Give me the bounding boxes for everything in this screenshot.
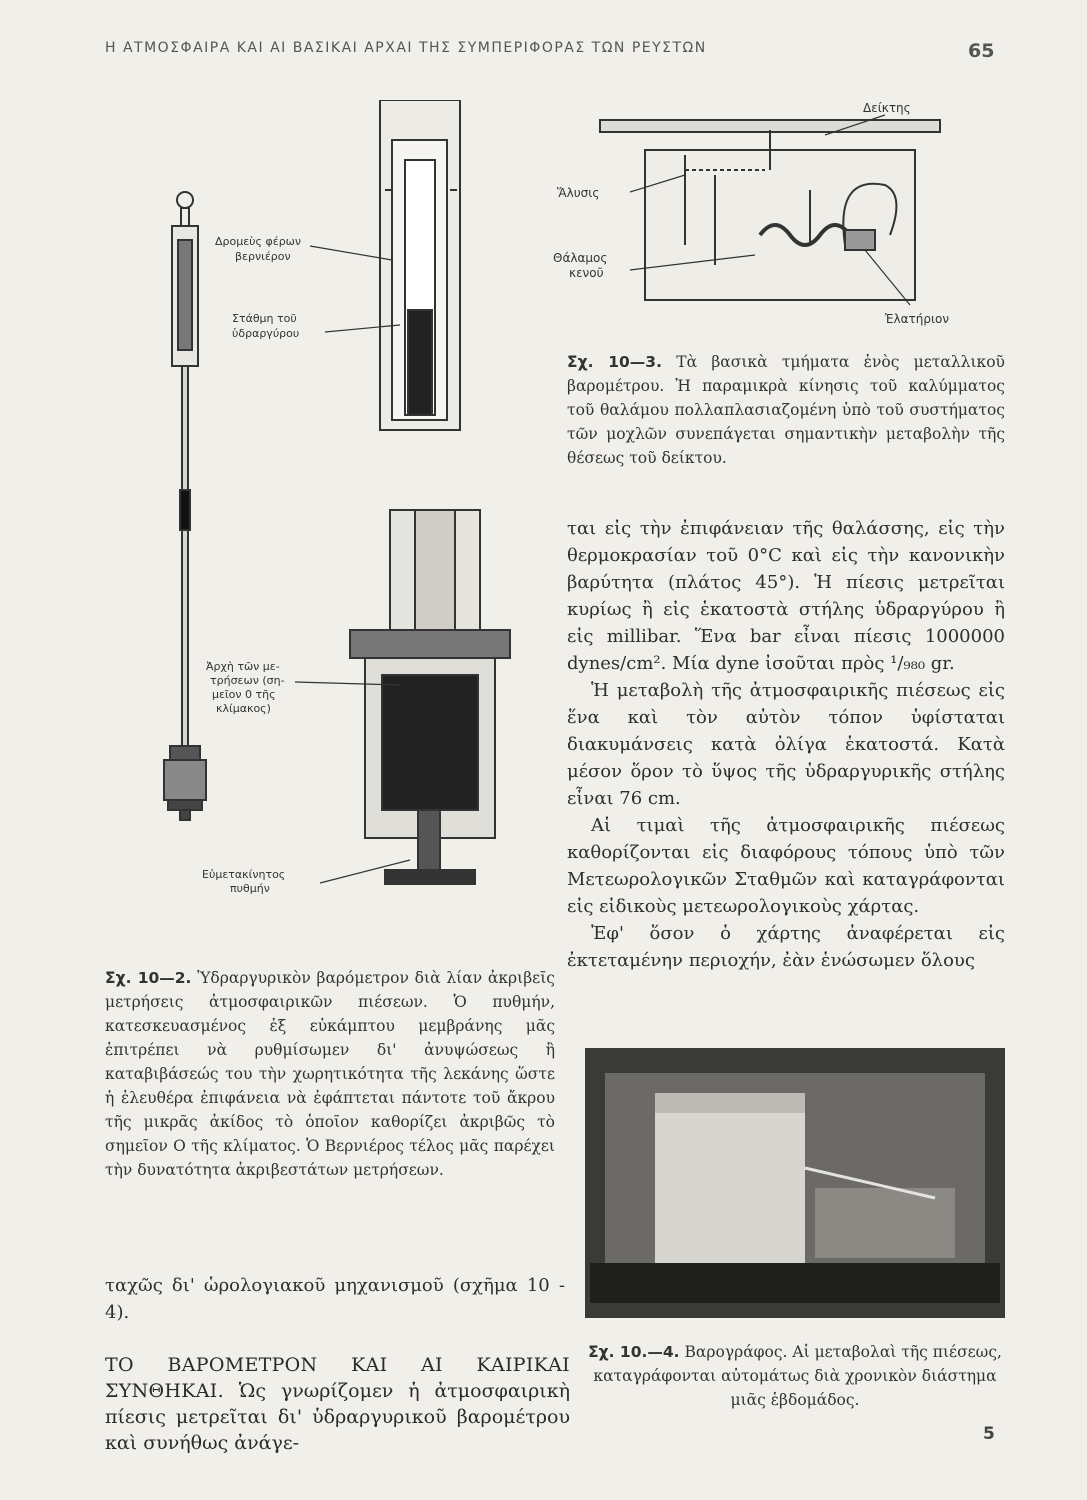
caption-number: Σχ. 10.—4.: [588, 1343, 680, 1361]
section-barometer-weather: [105, 1352, 570, 1456]
label-pointer: Δείκτης: [863, 101, 911, 115]
right-column-text: [567, 515, 1005, 974]
figure-aneroid-barometer: [545, 95, 985, 335]
caption-number: Σχ. 10—2.: [105, 969, 192, 987]
caption-number: Σχ. 10—3.: [567, 353, 662, 371]
mercury-barometer-drawing: [160, 100, 560, 960]
page-number: 65: [968, 40, 995, 62]
paragraph: Ἐφ' ὅσον ὁ χάρτης ἀναφέρεται εἰς ἐκτεταμένην περιοχήν, ἐὰν ἑνώσωμεν ὅλους: [567, 923, 1005, 971]
label-vacuum-chamber-2: κενοῦ: [569, 266, 604, 280]
label-spring: Ἐλατήριον: [885, 312, 950, 326]
label-zero-point-1: Ἀρχὴ τῶν με-: [206, 660, 280, 673]
caption-text: Ὑδραργυρικὸν βαρόμετρον διὰ λίαν ἀκριβεῖς μετρήσεις ἀτμοσφαιρικῶν πιέσεων. Ὁ πυθμήν, κατεσκευασμένος ἐξ εὐκάμπτου μεμβράνης μᾶς ἐπιτρέπει νὰ ρυθμίσωμεν δι' ἀνυψώσεως ἢ καταβιβάσεώς του τὴν χωρητικότητα τῆς λεκάνης ὥστε ἡ ἐλευθέρα ἐπιφάνεια νὰ ἐφάπτεται πάντοτε τοῦ ἄκρου τῆς μικρᾶς ἀκίδος τὸ ὁποῖον καθορίζει ἀκριβῶς τὸ σημεῖον Ο τῆς κλίματος. Ὁ Βερνιέρος τέλος μᾶς παρέχει τὴν δυνατότητα ἀκριβεστάτων μετρήσεων.: [105, 969, 555, 1179]
caption-fig-10-4: [585, 1340, 1005, 1412]
label-vacuum-chamber-1: Θάλαμος: [553, 251, 608, 265]
barograph-photo: [585, 1048, 1005, 1318]
label-zero-point-3: μεῖον 0 τῆς: [212, 688, 276, 701]
caption-text: Βαρογράφος. Αἱ μεταβολαὶ τῆς πιέσεως, καταγράφονται αὐτομάτως διὰ χρονικὸν διάστημα μιᾶς ἑβδομάδος.: [593, 1343, 1002, 1409]
caption-text: Τὰ βασικὰ τμήματα ἑνὸς μεταλλικοῦ βαρομέτρου. Ἡ παραμικρὰ κίνησις τοῦ καλύμματος τοῦ θαλάμου πολλαπλασιαζομένη ὑπὸ τοῦ συστήματος τῶν μοχλῶν συνεπάγεται σημαντικὴν μεταβολὴν τῆς θέσεως τοῦ δείκτου.: [567, 353, 1005, 467]
left-column-continuation: [105, 1272, 565, 1326]
label-zero-point-2: τρήσεων (ση-: [210, 674, 285, 687]
label-mercury-level-2: ὑδραργύρου: [232, 327, 300, 340]
label-mercury-level-1: Στάθμη τοῦ: [232, 312, 297, 325]
folio-number: 5: [983, 1424, 995, 1444]
paragraph: Ἡ μεταβολὴ τῆς ἀτμοσφαιρικῆς πιέσεως εἰς ἕνα καὶ τὸν αὐτὸν τόπον ὑφίσταται διακυμάνσεις κατὰ ὀλίγα ἑκατοστά. Κατὰ μέσον ὅρον τὸ ὕψος τῆς ὑδραργυρικῆς στήλης εἶναι 76 cm.: [567, 680, 1005, 809]
running-title: Η ΑΤΜΟΣΦΑΙΡΑ ΚΑΙ ΑΙ ΒΑΣΙΚΑΙ ΑΡΧΑΙ ΤΗΣ ΣΥΜΠΕΡΙΦΟΡΑΣ ΤΩΝ ΡΕΥΣΤΩΝ: [105, 40, 707, 56]
paragraph: ται εἰς τὴν ἐπιφάνειαν τῆς θαλάσσης, εἰς τὴν θερμοκρασίαν τοῦ 0°C καὶ εἰς τὴν κανονικὴν βαρύτητα (πλάτος 45°). Ἡ πίεσις μετρεῖται κυρίως ἢ εἰς ἑκατοστὰ στήλης ὑδραργύρου ἢ εἰς millibar. Ἕνα bar εἶναι πίεσις 1000000 dynes/cm². Μία dyne ἰσοῦται πρὸς ¹/₉₈₀ gr.: [567, 518, 1005, 674]
barograph-image: [585, 1048, 1005, 1318]
section-title: ΤΟ ΒΑΡΟΜΕΤΡΟΝ ΚΑΙ ΑΙ ΚΑΙΡΙΚΑΙ ΣΥΝΘΗΚΑΙ.: [105, 1354, 570, 1402]
section-text: Ὡς γνωρίζομεν ἡ ἀτμοσφαιρικὴ πίεσις μετρεῖται δι' ὑδραργυρικοῦ βαρομέτρου καὶ συνήθως ἀνάγε-: [105, 1380, 571, 1454]
paragraph: ταχῶς δι' ὡρολογιακοῦ μηχανισμοῦ (σχῆμα 10 - 4).: [105, 1275, 565, 1323]
aneroid-barometer-drawing: [545, 95, 985, 335]
figure-mercury-barometer: [160, 100, 560, 960]
label-movable-bottom-1: Εὐμετακίνητος: [202, 868, 286, 881]
paragraph: Αἱ τιμαὶ τῆς ἀτμοσφαιρικῆς πιέσεως καθορίζονται εἰς διαφόρους τόπους ὑπὸ τῶν Μετεωρολογικῶν Σταθμῶν καὶ καταγράφονται εἰς εἰδικοὺς μετεωρολογικοὺς χάρτας.: [567, 815, 1005, 917]
label-vernier-slider-2: βερνιέρον: [235, 250, 291, 263]
label-movable-bottom-2: πυθμήν: [230, 882, 270, 895]
caption-fig-10-2: [105, 966, 555, 1182]
label-chain: Ἅλυσις: [557, 186, 600, 200]
label-zero-point-4: κλίμακος): [216, 702, 271, 715]
caption-fig-10-3: [567, 350, 1005, 470]
label-vernier-slider-1: Δρομεὺς φέρων: [215, 235, 302, 248]
